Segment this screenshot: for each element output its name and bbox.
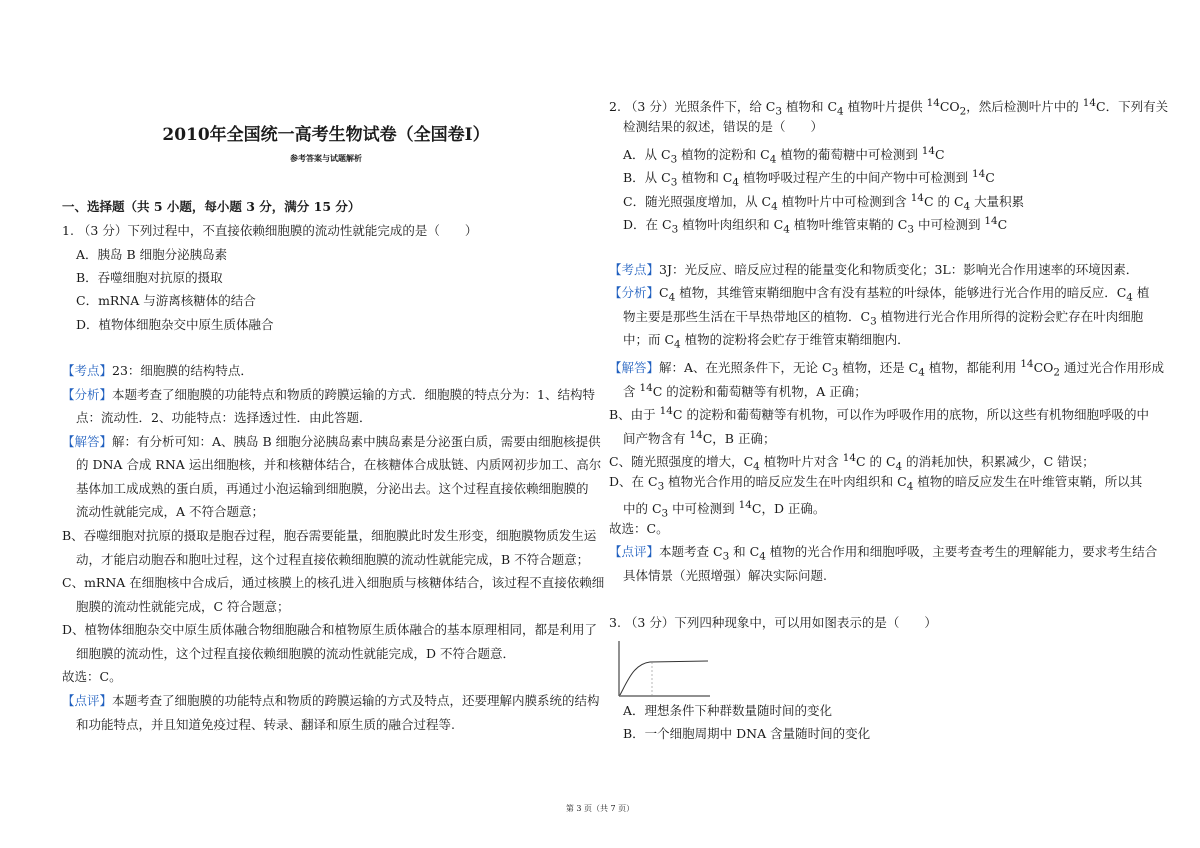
q1-answer: 故选：C。	[62, 669, 122, 684]
q3-option-a: A．理想条件下种群数量随时间的变化	[623, 703, 833, 718]
q2-jieda-2: 含 $^{14}$C 的淀粉和葡萄糖等有机物，A 正确；	[623, 382, 867, 400]
q3-graph	[616, 640, 712, 698]
q2-answer: 故选：C。	[609, 521, 669, 536]
q2-dianping-2: 具体情景（光照增强）解决实际问题.	[623, 568, 827, 583]
q1-kaodian: 【考点】23：细胞膜的结构特点．	[62, 363, 253, 378]
q1-dianping-2: 和功能特点，并且知道免疫过程、转录、翻译和原生质的融合过程等.	[76, 717, 455, 732]
page-footer: 第 3 页（共 7 页）	[565, 804, 635, 813]
q1-b-1: B、吞噬细胞对抗原的摄取是胞吞过程，胞吞需要能量，细胞膜此时发生形变，细胞膜物质发生运	[62, 528, 597, 543]
q2-b-2: 间产物含有 $^{14}$C，B 正确；	[623, 429, 776, 447]
q1-option-c: C．mRNA 与游离核糖体的结合	[76, 293, 256, 308]
graph-curve	[620, 661, 708, 695]
q2-kaodian: 【考点】3J：光反应、暗反应过程的能量变化和物质变化；3L：影响光合作用速率的环境因素．	[609, 262, 1139, 277]
q1-option-b: B．吞噬细胞对抗原的摄取	[76, 270, 223, 285]
kaodian-tag: 【考点】	[609, 262, 660, 277]
q1-stem: 1. （3 分）下列过程中，不直接依赖细胞膜的流动性就能完成的是（ ）	[62, 223, 478, 238]
q2-fenxi-3: 中；而 $C_4$ 植物的淀粉将会贮存于维管束鞘细胞内．	[623, 332, 910, 351]
q2-dianping: 【点评】本题考查 $C_3$ 和 $C_4$ 植物的光合作用和细胞呼吸，主要考查考生的理解能力，要求考生结合	[609, 544, 1158, 563]
q1-fenxi-cont: 点：流动性．2、功能特点：选择透过性．由此答题．	[76, 410, 372, 425]
q1-d-2: 细胞膜的流动性，这个过程直接依赖细胞膜的流动性就能完成，D 不符合题意．	[76, 646, 515, 661]
page-title: 2010年全国统一高考生物试卷（全国卷Ⅰ）	[162, 125, 490, 145]
q2-stem: 2. （3 分）光照条件下，给 $C_3$ 植物和 $C_4$ 植物叶片提供 $^{14}CO_2$，然后检测叶片中的 $^{14}$C．下列有关	[609, 97, 1169, 118]
q2-option-a: A．从 $C_3$ 植物的淀粉和 $C_4$ 植物的葡萄糖中可检测到 $^{14}$C	[623, 145, 945, 166]
q2-d-1: D、在 $C_3$ 植物光合作用的暗反应发生在叶肉组织和 $C_4$ 植物的暗反应发生在叶维管束鞘，所以其	[609, 474, 1143, 493]
q1-jieda: 【解答】解：有分析可知：A、胰岛 B 细胞分泌胰岛素中胰岛素是分泌蛋白质，需要由细胞核提供	[62, 434, 601, 449]
q1-fenxi: 【分析】本题考查了细胞膜的功能特点和物质的跨膜运输的方式．细胞膜的特点分为：1、结构特	[62, 387, 595, 402]
q1-jieda-2: 的 DNA 合成 RNA 运出细胞核，并和核糖体结合，在核糖体合成肽链、内质网初步加工、高尔	[76, 457, 602, 472]
section-heading: 一、选择题（共 5 小题，每小题 3 分，满分 15 分）	[62, 199, 361, 214]
q1-b-2: 动，才能启动胞吞和胞吐过程，这个过程直接依赖细胞膜的流动性就能完成，B 不符合题意；	[76, 552, 590, 567]
page-subtitle: 参考答案与试题解析	[290, 153, 362, 163]
q1-c-2: 胞膜的流动性就能完成，C 符合题意；	[76, 599, 290, 614]
dianping-tag: 【点评】	[609, 544, 660, 559]
fenxi-tag: 【分析】	[62, 387, 113, 402]
q2-fenxi: 【分析】$C_4$ 植物，其维管束鞘细胞中含有没有基粒的叶绿体，能够进行光合作用的暗反应．$C_4$ 植	[609, 285, 1150, 304]
q2-option-d: D．在 $C_3$ 植物叶肉组织和 $C_4$ 植物叶维管束鞘的 $C_3$ 中可检测到 $^{14}$C	[623, 215, 1008, 236]
q3-stem: 3. （3 分）下列四种现象中，可以用如图表示的是（ ）	[609, 615, 937, 630]
q2-stem-2: 检测结果的叙述，错误的是（ ）	[623, 119, 824, 134]
q1-jieda-4: 流动性就能完成，A 不符合题意；	[76, 504, 265, 519]
jieda-tag: 【解答】	[609, 360, 660, 376]
q1-d-1: D、植物体细胞杂交中原生质体融合物细胞融合和植物原生质体融合的基本原理相同，都是利用了	[62, 622, 598, 637]
q1-jieda-3: 基体加工成成熟的蛋白质，再通过小泡运输到细胞膜，分泌出去。这个过程直接依赖细胞膜的	[76, 481, 589, 496]
q1-option-d: D．植物体细胞杂交中原生质体融合	[76, 317, 274, 332]
q1-dianping: 【点评】本题考查了细胞膜的功能特点和物质的跨膜运输的方式及特点，还要理解内膜系统的结构	[62, 693, 600, 708]
fenxi-tag: 【分析】	[609, 285, 660, 300]
q1-c-1: C、mRNA 在细胞核中合成后，通过核膜上的核孔进入细胞质与核糖体结合，该过程不直接依赖细	[62, 575, 605, 590]
q3-option-b: B．一个细胞周期中 DNA 含量随时间的变化	[623, 726, 871, 741]
q2-option-c: C．随光照强度增加，从 $C_4$ 植物叶片中可检测到含 $^{14}$C 的 $C_4$ 大量积累	[623, 192, 1025, 213]
jieda-tag: 【解答】	[62, 434, 113, 449]
kaodian-tag: 【考点】	[62, 363, 113, 378]
q2-fenxi-2: 物主要是那些生活在干旱热带地区的植物．$C_3$ 植物进行光合作用所得的淀粉会贮存在叶肉细胞	[623, 309, 1144, 328]
dianping-tag: 【点评】	[62, 693, 113, 708]
q2-jieda: 【解答】解：A、在光照条件下，无论 $C_3$ 植物，还是 $C_4$ 植物，都能利用 $^{14}CO_2$ 通过光合作用形成	[609, 358, 1164, 379]
q2-d-2: 中的 $C_3$ 中可检测到 $^{14}$C，D 正确。	[623, 499, 826, 520]
q2-b-1: B、由于 $^{14}$C 的淀粉和葡萄糖等有机物，可以作为呼吸作用的底物，所以这些有机物细胞呼吸的中	[609, 405, 1149, 423]
q2-option-b: B．从 $C_3$ 植物和 $C_4$ 植物呼吸过程产生的中间产物中可检测到 $^{14}$C	[623, 168, 995, 189]
q2-c-1: C、随光照强度的增大，$C_4$ 植物叶片对含 $^{14}$C 的 $C_4$ 的消耗加快，积累减少，C 错误；	[609, 452, 1095, 473]
q1-option-a: A．胰岛 B 细胞分泌胰岛素	[76, 247, 228, 262]
